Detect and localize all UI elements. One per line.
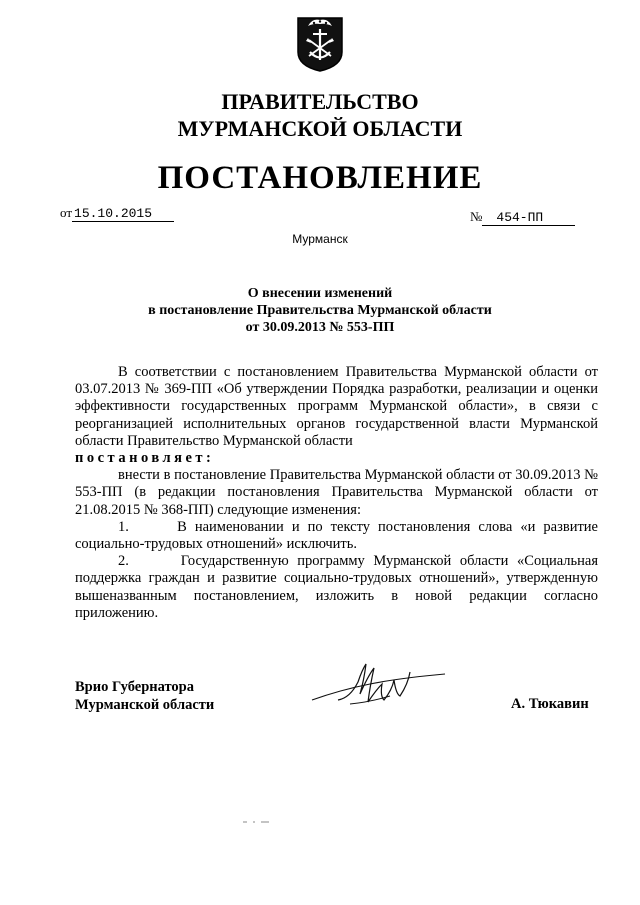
signatory-position: [75, 678, 214, 714]
number-prefix: №: [470, 209, 483, 224]
decrees-word: постановляет:: [75, 450, 215, 467]
number-value: 454-ПП: [482, 210, 575, 226]
document-type: ПОСТАНОВЛЕНИЕ: [157, 160, 483, 196]
title-line3: от 30.09.2013 № 553-ПП: [245, 320, 395, 335]
title-line2: в постановление Правительства Мурманской области: [148, 303, 492, 318]
document-title: [0, 285, 640, 336]
title-line1: О внесении изменений: [247, 286, 393, 301]
org-name-line2: МУРМАНСКОЙ ОБЛАСТИ: [177, 116, 463, 141]
date-field: [60, 205, 174, 222]
signatory-position-line2: Мурманской области: [75, 697, 215, 713]
date-prefix: от: [60, 205, 73, 220]
signatory-position-line1: Врио Губернатора: [75, 679, 194, 695]
item-1: 1. В наименовании и по тексту постановления слова «и развитие социально-трудовых отношений» исключить.: [75, 518, 598, 553]
scan-speck: [243, 820, 269, 824]
document-body: [75, 364, 598, 622]
date-value: 15.10.2015: [72, 206, 174, 222]
handwritten-signature: [310, 660, 450, 720]
item-2: 2. Государственную программу Мурманской области «Социальная поддержка граждан и развитие социально-трудовых отношений», утвержденную вышеназванным постановлением, изложить в новой редакции согласно приложению.: [75, 553, 598, 621]
preamble-paragraph: В соответствии с постановлением Правительства Мурманской области от 03.07.2013 № 369-ПП «Об утверждении Порядка разработки, реализации и оценки эффективности государственных программ Мурманской области», в связи с реорганизацией исполнительных органов государственной власти Мурманской области Правительство Мурманской области: [75, 364, 598, 449]
intro-paragraph: внести в постановление Правительства Мурманской области от 30.09.2013 № 553-ПП (в редакции постановления Правительства Мурманской области от 21.08.2015 № 368-ПП) следующие изменения:: [75, 467, 598, 518]
coat-of-arms-icon: [296, 12, 344, 72]
signatory-name: А. Тюкавин: [511, 696, 589, 712]
city: Мурманск: [292, 232, 348, 246]
number-field: [470, 209, 575, 226]
org-name-line1: ПРАВИТЕЛЬСТВО: [221, 89, 419, 114]
